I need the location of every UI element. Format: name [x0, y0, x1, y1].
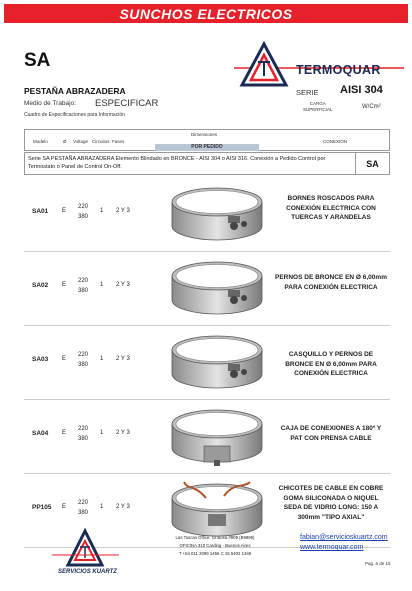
- serie-label: SERIE: [296, 88, 319, 97]
- carga-text: CARGA: [309, 101, 326, 106]
- voltage-value: 380: [77, 510, 88, 516]
- page-number: Pag. 6 de 15: [365, 561, 391, 566]
- col-modelo: Modelo: [33, 139, 48, 144]
- address-line: Las Toscas Office: Gr.Bosa #909 (B9899): [175, 535, 255, 540]
- voltage-value: 220: [77, 352, 88, 358]
- model-code: SA01: [32, 208, 49, 215]
- table-row: [24, 400, 390, 474]
- voltage-value: 380: [77, 214, 88, 220]
- voltage-value: 380: [77, 362, 88, 368]
- carga-label: [303, 101, 333, 113]
- voltage-values: [76, 276, 90, 296]
- table-header: [24, 129, 390, 151]
- connection-description: PERNOS DE BRONCE EN Ø 6,00mm PARA CONEXIÓN ELECTRICA: [275, 274, 387, 291]
- phase-count: 2 Y 3: [116, 208, 130, 214]
- superficial-text: SUPERFICIAL: [303, 107, 333, 112]
- footer-brand: SERVICIOS KUARTZ: [58, 569, 117, 575]
- band-heater-image: [164, 332, 270, 394]
- voltage-values: [76, 350, 90, 370]
- circuit-count: 1: [100, 356, 104, 362]
- model-code: SA04: [32, 430, 49, 437]
- connection-description: CHICOTES DE CABLE EN COBRE GOMA SILICONADA O NIQUEL SEDA DE VIDRIO LONG: 150 A 300mm "TIPO AXIAL": [278, 485, 384, 521]
- footer-links: [300, 533, 388, 553]
- voltage-value: 380: [77, 436, 88, 442]
- band-heater-image: [164, 406, 270, 468]
- col-dimensiones: Dimensiones: [191, 132, 218, 137]
- model-code: SA03: [32, 356, 49, 363]
- footer-address: [160, 534, 270, 558]
- brand-name: TERMOQUAR: [296, 63, 381, 77]
- col-voltage: Voltage: [73, 139, 89, 144]
- phase-count: 2 Y 3: [116, 356, 130, 362]
- series-description: [24, 152, 390, 175]
- banner-text: SUNCHOS ELECTRICOS: [119, 5, 293, 22]
- col-diam: Ø: [63, 139, 67, 144]
- connection-description: CAJA DE CONEXIONES A 180º Y PAT CON PRENSA CABLE: [280, 425, 382, 442]
- voltage-value: 220: [77, 204, 88, 210]
- voltage-values: [76, 498, 90, 518]
- table-row: [24, 326, 390, 400]
- col-conexion: CONEXIÓN: [323, 139, 348, 144]
- description-text: Serie SA PESTAÑA ABRAZADERA Elemento Blindado en BRONCE - AISI 304 o AISI 316. Conexión a Pedido Control por Termostato o Panel de Control On-Off.: [28, 156, 326, 170]
- circuit-count: 1: [100, 208, 104, 214]
- address-line: T +54 011 2099 1456 C 15 5402 1349: [178, 551, 252, 556]
- voltage-value: 220: [77, 278, 88, 284]
- email-link[interactable]: fabian@servicioskuartz.com: [300, 534, 388, 541]
- title-banner: [4, 4, 408, 23]
- diameter-code: E: [62, 504, 67, 510]
- voltage-value: 220: [77, 500, 88, 506]
- web-link[interactable]: www.termoquar.com: [300, 544, 364, 551]
- series-badge: SA: [355, 153, 389, 174]
- address-line: OFICINA 310 Carding - Buenos Aires: [179, 543, 251, 548]
- voltage-values: [76, 202, 90, 222]
- band-heater-image: [164, 184, 270, 246]
- band-heater-image: [164, 480, 270, 542]
- voltage-value: 220: [77, 426, 88, 432]
- cuadro-label: Cuadro de Especificaciones para Información: [24, 112, 125, 118]
- col-fases: Fases: [112, 139, 125, 144]
- connection-description: CASQUILLO Y PERNOS DE BRONCE EN Ø 6,00mm PARA CONEXIÓN ELECTRICA: [285, 351, 377, 377]
- product-title: PESTAÑA ABRAZADERA: [24, 86, 126, 96]
- voltage-values: [76, 424, 90, 444]
- product-code: SA: [24, 50, 51, 71]
- phase-count: 2 Y 3: [116, 282, 130, 288]
- circuit-count: 1: [100, 430, 104, 436]
- serie-value: AISI 304: [340, 84, 383, 96]
- model-code: PP105: [32, 504, 52, 511]
- diameter-code: E: [62, 430, 67, 436]
- medio-label: Medio de Trabajo:: [24, 100, 77, 107]
- circuit-count: 1: [100, 282, 104, 288]
- diameter-code: E: [62, 356, 67, 362]
- medio-value: ESPECIFICAR: [95, 98, 159, 109]
- circuit-count: 1: [100, 504, 104, 510]
- table-row: [24, 252, 390, 326]
- phase-count: 2 Y 3: [116, 430, 130, 436]
- unit-label: W/Cm²: [362, 104, 381, 110]
- band-heater-image: [164, 258, 270, 320]
- table-row: [24, 178, 390, 252]
- por-pedido: POR PEDIDO: [155, 144, 259, 151]
- col-circuitos: Circuitos: [92, 139, 110, 144]
- diameter-code: E: [62, 208, 67, 214]
- diameter-code: E: [62, 282, 67, 288]
- connection-description: BORNES ROSCADOS PARA CONEXIÓN ELECTRICA CON TUERCAS Y ARANDELAS: [286, 195, 376, 221]
- phase-count: 2 Y 3: [116, 504, 130, 510]
- voltage-value: 380: [77, 288, 88, 294]
- model-code: SA02: [32, 282, 49, 289]
